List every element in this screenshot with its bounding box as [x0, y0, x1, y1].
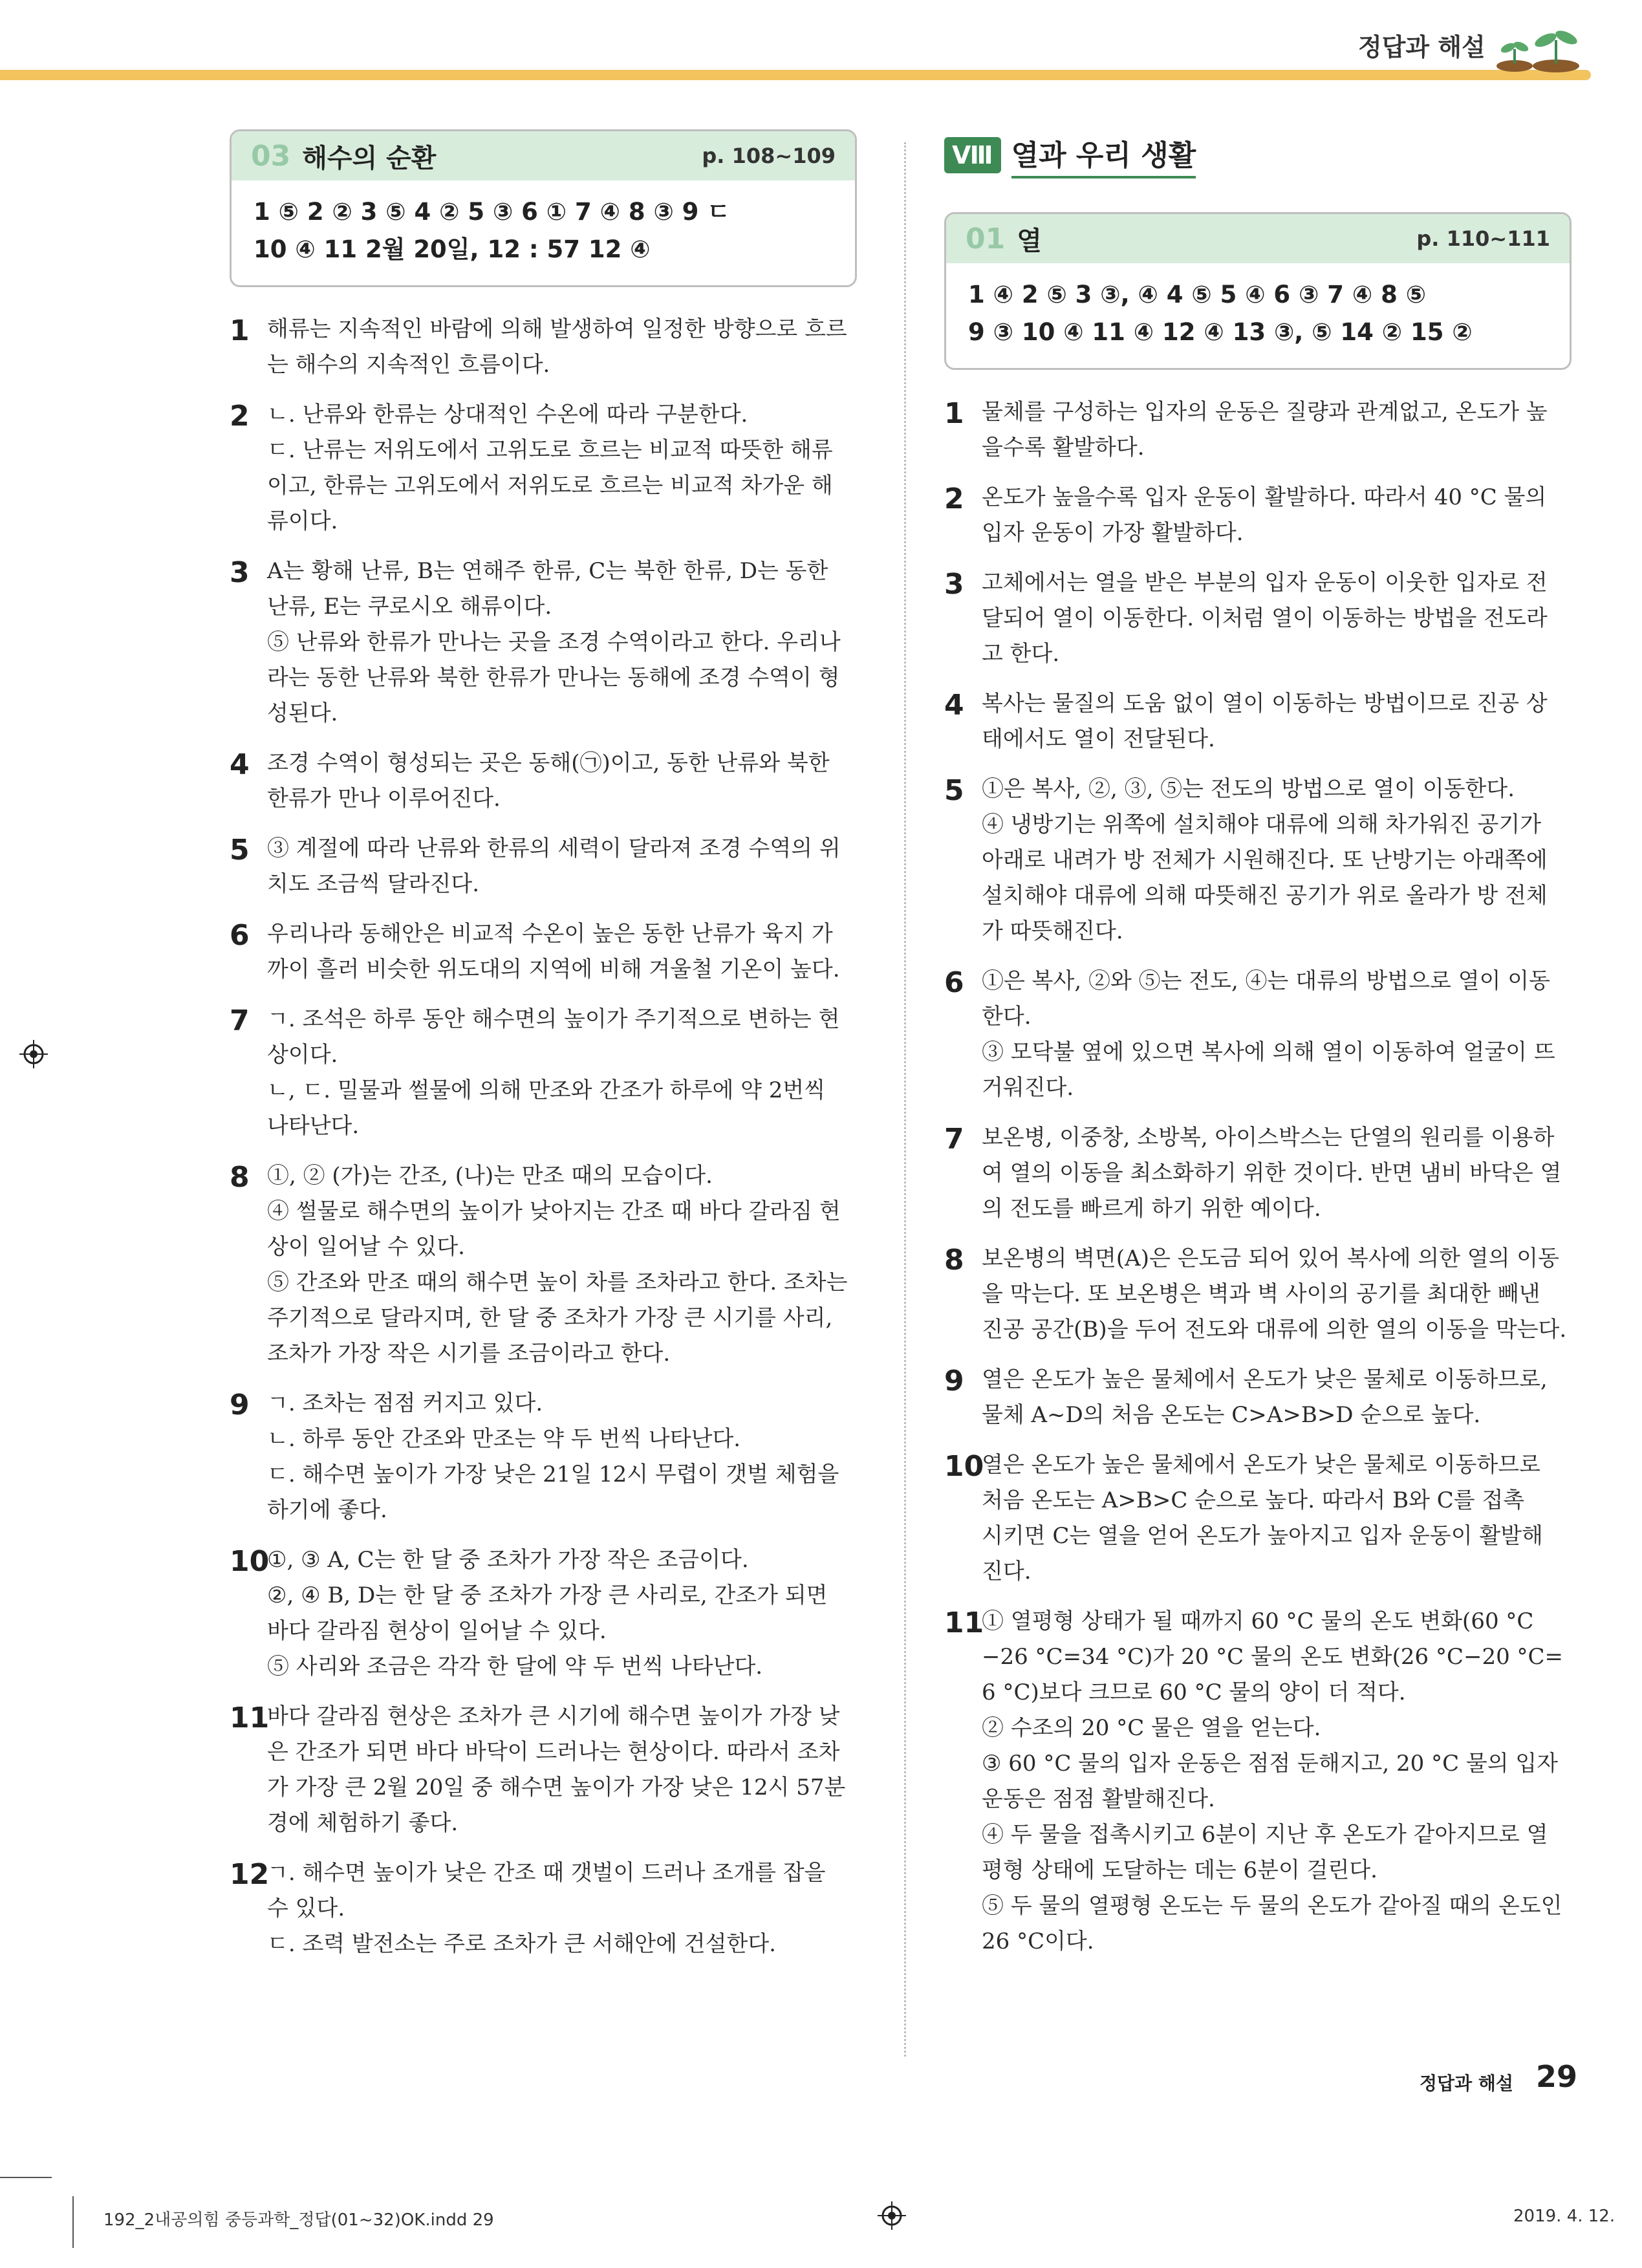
item-number: 2	[944, 482, 964, 515]
item-number: 3	[230, 556, 250, 589]
explanation-text: 나타난다.	[267, 1113, 360, 1139]
explanation-text: 물체 A~D의 처음 온도는 C>A>B>D 순으로 높다.	[982, 1402, 1481, 1428]
item-number: 9	[944, 1365, 964, 1398]
explanation-text: 아래로 내려가 방 전체가 시원해진다. 또 난방기는 아래쪽에	[982, 847, 1548, 873]
explanation-text: 상이 일어날 수 있다.	[267, 1234, 465, 1260]
header-rule	[0, 70, 1591, 80]
explanation-text: ①, ③ A, C는 한 달 중 조차가 가장 작은 조금이다.	[267, 1547, 749, 1573]
answer-row: 9 ③ 10 ④ 11 ④ 12 ④ 13 ③, ⑤ 14 ② 15 ②	[968, 318, 1473, 346]
explanation-text: 경에 체험하기 좋다.	[267, 1810, 459, 1836]
explanation-text: 설치해야 대류에 의해 따뜻해진 공기가 위로 올라가 방 전체	[982, 883, 1548, 909]
explanation-text: ①, ② (가)는 간조, (나)는 만조 때의 모습이다.	[267, 1163, 713, 1189]
explanation-text: ③ 계절에 따라 난류와 한류의 세력이 달라져 조경 수역의 위	[267, 836, 841, 861]
explanation-text: 여 열의 이동을 최소화하기 위한 것이다. 반면 냄비 바닥은 열	[982, 1160, 1562, 1186]
explanation-text: 하기에 좋다.	[267, 1497, 387, 1523]
answer-box-header	[946, 214, 1570, 263]
column-divider	[904, 142, 906, 2057]
item-number: 5	[944, 774, 964, 807]
section-title: 열	[1017, 226, 1042, 256]
explanation-text: 가 따뜻해진다.	[982, 918, 1123, 944]
explanation-text: 복사는 물질의 도움 없이 열이 이동하는 방법이므로 진공 상	[982, 691, 1548, 717]
explanation-text: 고체에서는 열을 받은 부분의 입자 운동이 이웃한 입자로 전	[982, 570, 1548, 596]
explanation-text: A는 황해 난류, B는 연해주 한류, C는 북한 한류, D는 동한	[267, 558, 828, 584]
item-number: 10	[944, 1450, 984, 1483]
page-number: 29	[1536, 2059, 1578, 2094]
explanation-item	[230, 554, 857, 731]
explanation-text: 처음 온도는 A>B>C 순으로 높다. 따라서 B와 C를 접촉	[982, 1487, 1525, 1513]
explanation-item	[944, 565, 1572, 672]
explanation-text: 난류, E는 쿠로시오 해류이다.	[267, 594, 552, 620]
explanation-item	[944, 772, 1572, 949]
section-number: 01	[966, 222, 1006, 255]
explanation-item	[230, 916, 857, 988]
item-number: 10	[230, 1545, 270, 1578]
explanation-text: ⑤ 간조와 만조 때의 해수면 높이 차를 조차라고 한다. 조차는	[267, 1269, 848, 1295]
explanation-text: ② 수조의 20 °C 물은 열을 얻는다.	[982, 1715, 1321, 1741]
answer-row: 1 ④ 2 ⑤ 3 ③, ④ 4 ⑤ 5 ④ 6 ③ 7 ④ 8 ⑤	[968, 281, 1427, 308]
explanation-text: 는 해수의 지속적인 흐름이다.	[267, 352, 550, 378]
explanation-text: ⑤ 두 물의 열평형 온도는 두 물의 온도가 같아질 때의 온도인	[982, 1893, 1562, 1919]
explanation-text: 물체를 구성하는 입자의 운동은 질량과 관계없고, 온도가 높	[982, 399, 1548, 425]
explanation-text: 상이다.	[267, 1042, 338, 1068]
item-number: 4	[230, 748, 250, 781]
explanation-text: ④ 두 물을 접촉시키고 6분이 지난 후 온도가 같아지므로 열	[982, 1822, 1548, 1848]
explanation-text: ⑤ 난류와 한류가 만나는 곳을 조경 수역이라고 한다. 우리나	[267, 629, 841, 655]
explanation-text: ㄴ. 난류와 한류는 상대적인 수온에 따라 구분한다.	[267, 402, 748, 427]
explanation-text: ㄱ. 조석은 하루 동안 해수면의 높이가 주기적으로 변하는 현	[267, 1006, 840, 1032]
explanation-text: ④ 썰물로 해수면의 높이가 낮아지는 간조 때 바다 갈라짐 현	[267, 1198, 841, 1224]
explanation-text: ㄷ. 난류는 저위도에서 고위도로 흐르는 비교적 따뜻한 해류	[267, 437, 833, 463]
explanation-text: ③ 모닥불 옆에 있으면 복사에 의해 열이 이동하여 얼굴이 뜨	[982, 1039, 1555, 1065]
item-number: 12	[230, 1858, 270, 1891]
explanation-text: 거워진다.	[982, 1075, 1074, 1101]
explanation-item	[944, 1120, 1572, 1227]
explanation-text: 바다 갈라짐 현상이 일어날 수 있다.	[267, 1618, 607, 1644]
explanation-item	[944, 686, 1572, 757]
explanation-item	[944, 1604, 1572, 1960]
item-number: 11	[944, 1606, 984, 1639]
registration-mark-icon	[19, 1040, 48, 1068]
explanation-text: 을 막는다. 또 보온병은 벽과 벽 사이의 공기를 최대한 빼낸	[982, 1281, 1540, 1307]
explanation-text: ㄴ, ㄷ. 밀물과 썰물에 의해 만조와 간조가 하루에 약 2번씩	[267, 1077, 826, 1103]
right-column	[944, 129, 1572, 1974]
explanation-text: ① 열평형 상태가 될 때까지 60 °C 물의 온도 변화(60 °C	[982, 1608, 1534, 1634]
explanation-item	[230, 1542, 857, 1685]
explanation-text: ㄱ. 해수면 높이가 낮은 간조 때 갯벌이 드러나 조개를 잡을	[267, 1860, 826, 1886]
item-number: 11	[230, 1701, 270, 1734]
item-number: 7	[944, 1123, 964, 1156]
chapter-heading	[944, 129, 1572, 181]
item-number: 8	[944, 1244, 964, 1277]
explanation-text: 열은 온도가 높은 물체에서 온도가 낮은 물체로 이동하므로,	[982, 1366, 1548, 1392]
item-number: 6	[230, 919, 250, 952]
answer-box-01	[944, 212, 1572, 370]
explanation-text: 해류는 지속적인 바람에 의해 발생하여 일정한 방향으로 흐르	[267, 316, 847, 342]
explanation-text: ③ 60 °C 물의 입자 운동은 점점 둔해지고, 20 °C 물의 입자	[982, 1751, 1559, 1777]
answer-box-03	[230, 129, 857, 287]
registration-mark-icon	[878, 2201, 906, 2230]
answer-row: 1 ⑤ 2 ② 3 ⑤ 4 ② 5 ③ 6 ① 7 ④ 8 ③ 9 ㄷ	[254, 198, 731, 226]
answer-list	[232, 180, 855, 285]
explanation-text: 평형 상태에 도달하는 데는 6분이 걸린다.	[982, 1857, 1377, 1883]
explanation-text: 우리나라 동해안은 비교적 수온이 높은 동한 난류가 육지 가	[267, 921, 833, 947]
explanation-item	[944, 480, 1572, 551]
explanation-item	[230, 1002, 857, 1144]
answer-row: 10 ④ 11 2월 20일, 12 : 57 12 ④	[254, 235, 651, 263]
explanation-list	[230, 312, 857, 1962]
chapter-title: 열과 우리 생활	[1011, 132, 1196, 178]
crop-mark	[0, 2177, 52, 2178]
header-title: 정답과 해설	[1358, 33, 1485, 61]
explanation-text: 류이다.	[267, 508, 338, 534]
explanation-text: −26 °C=34 °C)가 20 °C 물의 온도 변화(26 °C−20 °C=	[982, 1644, 1564, 1670]
explanation-text: ㄱ. 조차는 점점 커지고 있다.	[267, 1390, 543, 1416]
explanation-text: 의 전도를 빠르게 하기 위한 예이다.	[982, 1196, 1321, 1222]
item-number: 9	[230, 1388, 250, 1421]
explanation-text: 을수록 활발하다.	[982, 435, 1145, 460]
explanation-text: 26 °C이다.	[982, 1928, 1094, 1954]
item-number: 5	[230, 834, 250, 867]
explanation-text: 주기적으로 달라지며, 한 달 중 조차가 가장 큰 시기를 사리,	[267, 1305, 833, 1331]
explanation-text: ㄴ. 하루 동안 간조와 만조는 약 두 번씩 나타난다.	[267, 1426, 741, 1452]
item-number: 6	[944, 966, 964, 999]
explanation-text: 시키면 C는 열을 얻어 온도가 높아지고 입자 운동이 활발해	[982, 1523, 1543, 1549]
sprout-icon	[1494, 21, 1584, 72]
explanation-item	[230, 397, 857, 539]
explanation-text: 열은 온도가 높은 물체에서 온도가 낮은 물체로 이동하므로	[982, 1452, 1540, 1478]
explanation-item	[230, 312, 857, 383]
explanation-text: 운동은 점점 활발해진다.	[982, 1786, 1215, 1812]
crop-mark	[72, 2196, 74, 2248]
print-file-name: 192_2내공의힘 중등과학_정답(01~32)OK.indd 29	[103, 2210, 494, 2230]
item-number: 1	[944, 397, 964, 430]
explanation-item	[230, 746, 857, 817]
explanation-item	[230, 1386, 857, 1528]
explanation-list	[944, 394, 1572, 1960]
explanation-text: 온도가 높을수록 입자 운동이 활발하다. 따라서 40 °C 물의	[982, 484, 1547, 510]
item-number: 8	[230, 1161, 250, 1194]
print-date: 2019. 4. 12.	[1513, 2207, 1615, 2226]
explanation-text: ④ 냉방기는 위쪽에 설치해야 대류에 의해 차가워진 공기가	[982, 812, 1542, 837]
explanation-item	[230, 1158, 857, 1372]
explanation-text: 성된다.	[267, 700, 338, 726]
explanation-text: 조경 수역이 형성되는 곳은 동해(㉠)이고, 동한 난류와 북한	[267, 750, 830, 776]
page-reference: p. 110~111	[1416, 226, 1550, 251]
explanation-text: 이고, 한류는 고위도에서 저위도로 흐르는 비교적 차가운 해	[267, 473, 833, 499]
explanation-text: 한류가 만나 이루어진다.	[267, 786, 501, 812]
page-reference: p. 108~109	[702, 144, 836, 168]
explanation-text: 보온병, 이중창, 소방복, 아이스박스는 단열의 원리를 이용하	[982, 1125, 1555, 1150]
explanation-text: 6 °C)보다 크므로 60 °C 물의 양이 더 적다.	[982, 1679, 1406, 1705]
item-number: 2	[230, 400, 250, 433]
explanation-text: 한다.	[982, 1004, 1032, 1030]
explanation-text: ①은 복사, ②와 ⑤는 전도, ④는 대류의 방법으로 열이 이동	[982, 968, 1550, 994]
explanation-item	[944, 1241, 1572, 1348]
section-number: 03	[251, 139, 291, 173]
explanation-text: ①은 복사, ②, ③, ⑤는 전도의 방법으로 열이 이동한다.	[982, 776, 1515, 802]
explanation-text: ㄷ. 해수면 높이가 가장 낮은 21일 12시 무렵이 갯벌 체험을	[267, 1462, 839, 1487]
answer-list	[946, 263, 1570, 368]
explanation-text: 가 가장 큰 2월 20일 중 해수면 높이가 가장 낮은 12시 57분	[267, 1775, 846, 1800]
explanation-item	[230, 831, 857, 902]
answer-box-header	[232, 131, 855, 180]
explanation-item	[944, 1447, 1572, 1590]
explanation-text: ㄷ. 조력 발전소는 주로 조차가 큰 서해안에 건설한다.	[267, 1931, 776, 1957]
explanation-text: 진공 공간(B)을 두어 전도와 대류에 의한 열의 이동을 막는다.	[982, 1317, 1567, 1343]
explanation-text: 치도 조금씩 달라진다.	[267, 871, 480, 897]
explanation-text: ⑤ 사리와 조금은 각각 한 달에 약 두 번씩 나타난다.	[267, 1654, 763, 1679]
explanation-text: 조차가 가장 작은 시기를 조금이라고 한다.	[267, 1341, 671, 1366]
chapter-numeral: Ⅷ	[944, 137, 1001, 173]
explanation-text: ②, ④ B, D는 한 달 중 조차가 가장 큰 사리로, 간조가 되면	[267, 1582, 828, 1608]
left-column	[230, 129, 857, 1976]
item-number: 3	[944, 568, 964, 601]
explanation-text: 입자 운동이 가장 활발하다.	[982, 520, 1244, 546]
explanation-text: 보온병의 벽면(A)은 은도금 되어 있어 복사에 의한 열의 이동	[982, 1246, 1559, 1271]
explanation-item	[944, 964, 1572, 1106]
explanation-text: 달되어 열이 이동한다. 이처럼 열이 이동하는 방법을 전도라	[982, 605, 1548, 631]
explanation-text: 진다.	[982, 1559, 1032, 1584]
explanation-text: 바다 갈라짐 현상은 조차가 큰 시기에 해수면 높이가 가장 낮	[267, 1703, 840, 1729]
explanation-text: 라는 동한 난류와 북한 한류가 만나는 동해에 조경 수역이 형	[267, 665, 840, 691]
explanation-item	[230, 1855, 857, 1962]
explanation-item	[944, 1362, 1572, 1433]
section-title: 해수의 순환	[302, 143, 437, 173]
item-number: 4	[944, 689, 964, 722]
explanation-text: 은 간조가 되면 바다 바닥이 드러나는 현상이다. 따라서 조차	[267, 1739, 840, 1765]
footer-label: 정답과 해설	[1420, 2073, 1513, 2094]
item-number: 7	[230, 1004, 250, 1037]
item-number: 1	[230, 314, 250, 347]
explanation-text: 까이 흘러 비슷한 위도대의 지역에 비해 겨울철 기온이 높다.	[267, 956, 840, 982]
explanation-text: 수 있다.	[267, 1895, 345, 1921]
explanation-item	[944, 394, 1572, 466]
explanation-item	[230, 1699, 857, 1841]
explanation-text: 태에서도 열이 전달된다.	[982, 726, 1215, 752]
explanation-text: 고 한다.	[982, 641, 1060, 667]
